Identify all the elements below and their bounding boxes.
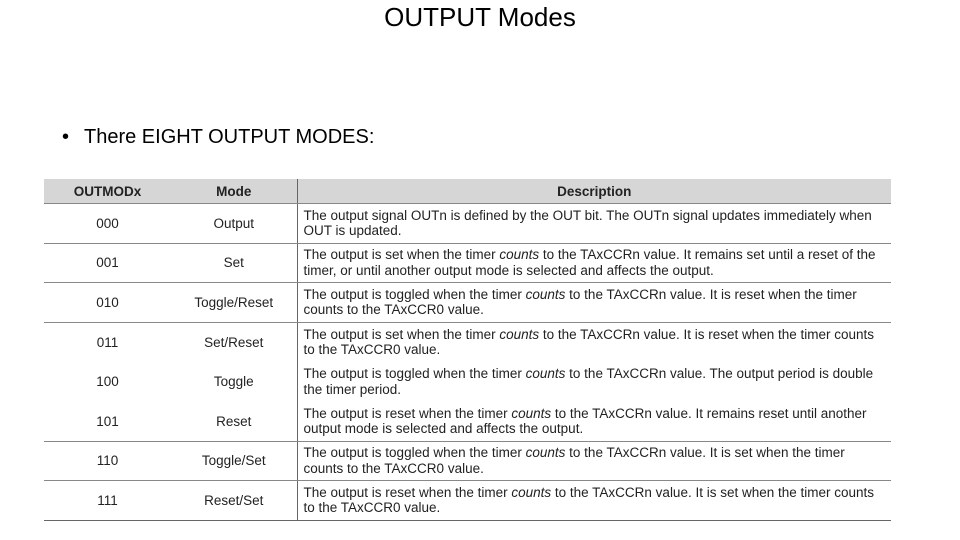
description-cell xyxy=(297,283,891,323)
bullet-text: There EIGHT OUTPUT MODES: xyxy=(84,126,375,148)
description-text: to the TAxCCRn value. It remains set until a reset of the timer, or until another output mode is selected and affects the output. xyxy=(303,247,876,278)
table-row xyxy=(44,322,891,362)
description-text: The output is set when the timer xyxy=(303,247,500,263)
mode-cell: Reset/Set xyxy=(171,481,297,521)
description-text: to the TAxCCRn value. It remains reset until another output mode is selected and affects the output. xyxy=(303,405,867,437)
description-cell xyxy=(297,204,891,244)
slide-title: OUTPUT Modes xyxy=(384,2,576,32)
description-text: The output is toggled when the timer xyxy=(303,445,526,461)
mode-cell: Set/Reset xyxy=(204,334,264,350)
outmodx-cell: 010 xyxy=(44,283,171,323)
description-text: The output is reset when the timer xyxy=(303,484,512,500)
description-cell xyxy=(297,441,891,481)
mode-cell: Toggle xyxy=(213,374,254,390)
mode-cell: Toggle/Set xyxy=(171,441,297,481)
table-row xyxy=(44,362,891,402)
outmodx-cell: 001 xyxy=(44,243,171,283)
bullet-point xyxy=(62,126,374,149)
header-description: Description xyxy=(297,179,891,204)
description-cell xyxy=(297,401,891,441)
mode-cell: Toggle/Reset xyxy=(171,283,297,323)
header-outmodx: OUTMODx xyxy=(44,179,171,204)
table-row xyxy=(44,283,891,323)
description-text: The output is reset when the timer xyxy=(303,405,512,421)
outmodx-cell: 011 xyxy=(96,334,119,350)
output-modes-table xyxy=(44,179,891,521)
description-emphasis: counts xyxy=(499,247,540,263)
description-emphasis: counts xyxy=(511,405,552,421)
outmodx-cell: 111 xyxy=(44,481,171,521)
table-row xyxy=(44,401,891,441)
description-text: to the TAxCCRn value. It is reset when the timer counts to the TAxCCR0 value. xyxy=(303,286,857,318)
outmodx-cell: 000 xyxy=(44,204,171,244)
table-row xyxy=(44,481,891,521)
description-cell xyxy=(297,362,891,402)
outmodx-cell: 100 xyxy=(96,374,119,390)
outmodx-cell: 110 xyxy=(44,441,171,481)
table-row xyxy=(44,243,891,283)
description-text: The output is toggled when the timer xyxy=(303,366,526,382)
description-text: The output signal OUTn is defined by the OUT bit. The OUTn signal updates immediately when OUT is updated. xyxy=(303,207,872,239)
description-emphasis: counts xyxy=(525,366,566,382)
description-cell xyxy=(297,481,891,521)
table-header-row xyxy=(44,179,891,204)
description-cell xyxy=(297,243,891,283)
description-text: The output is toggled when the timer xyxy=(303,286,526,302)
description-emphasis: counts xyxy=(525,445,566,461)
header-mode: Mode xyxy=(171,179,297,204)
mode-cell: Output xyxy=(171,204,297,244)
description-emphasis: counts xyxy=(511,484,552,500)
description-emphasis: counts xyxy=(499,326,540,342)
table-row xyxy=(44,204,891,244)
description-text: to the TAxCCRn value. It is set when the timer counts to the TAxCCR0 value. xyxy=(303,484,875,516)
description-emphasis: counts xyxy=(525,286,566,302)
description-text: to the TAxCCRn value. It is set when the timer counts to the TAxCCR0 value. xyxy=(303,445,845,476)
bullet-icon: • xyxy=(62,126,70,148)
outmodx-cell: 101 xyxy=(44,401,171,441)
table-row xyxy=(44,441,891,481)
mode-cell: Reset xyxy=(171,401,297,441)
description-text: to the TAxCCRn value. It is reset when the timer counts to the TAxCCR0 value. xyxy=(303,326,875,358)
description-text: to the TAxCCRn value. The output period is double the timer period. xyxy=(303,366,874,397)
mode-cell: Set xyxy=(171,243,297,283)
description-text: The output is set when the timer xyxy=(303,326,500,342)
description-cell xyxy=(297,322,891,362)
